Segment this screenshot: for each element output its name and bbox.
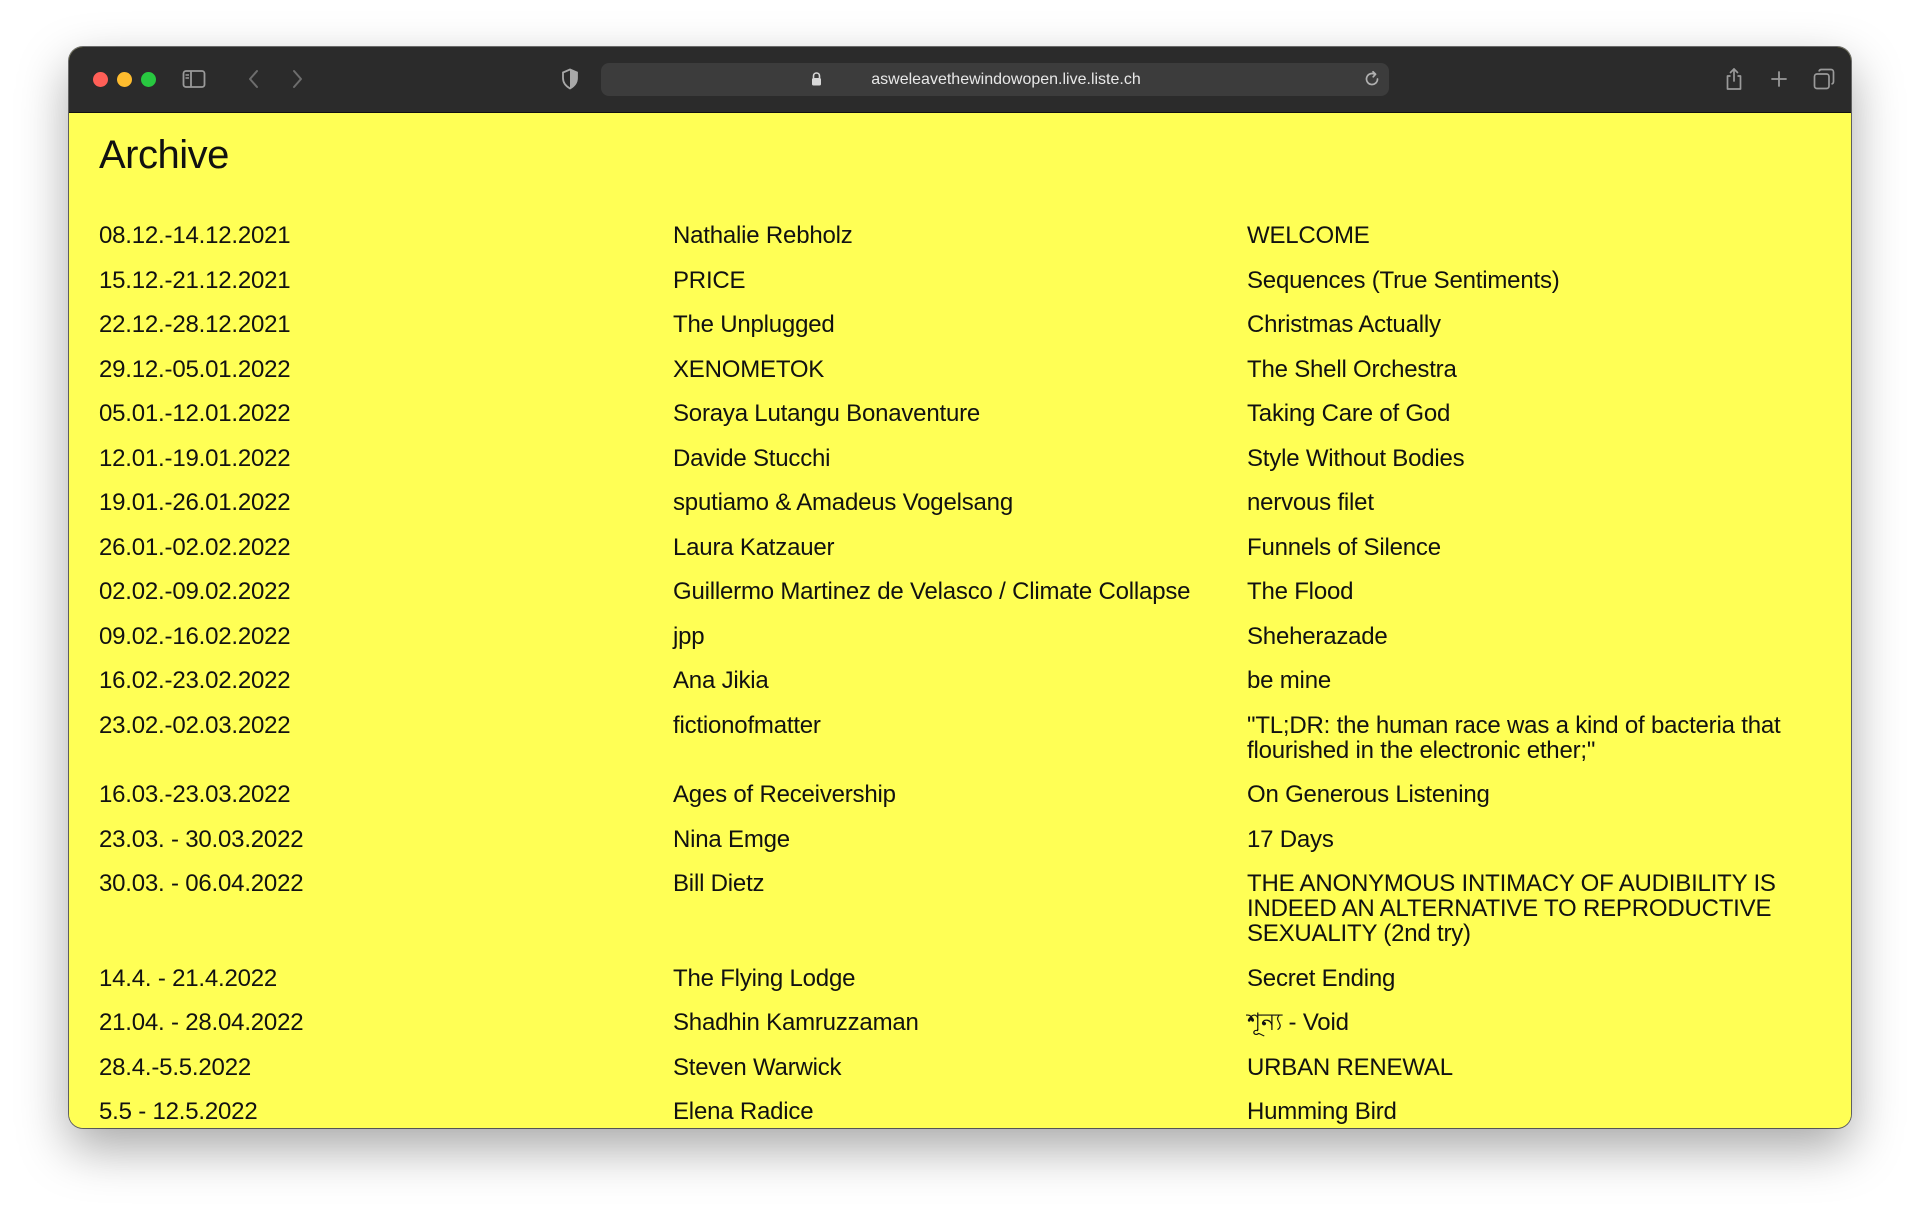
address-bar[interactable] — [601, 63, 1389, 96]
archive-row-artist[interactable]: Guillermo Martinez de Velasco / Climate Collapse — [673, 578, 1191, 605]
archive-row-date: 21.04. - 28.04.2022 — [99, 1009, 304, 1036]
archive-row-title[interactable]: শূন্য - Void — [1247, 1009, 1349, 1036]
archive-row-artist[interactable]: Davide Stucchi — [673, 444, 831, 472]
archive-row[interactable] — [99, 1099, 1819, 1124]
archive-row[interactable] — [99, 579, 1819, 604]
archive-row[interactable] — [99, 1010, 1819, 1035]
archive-row[interactable] — [99, 312, 1819, 337]
sidebar-icon[interactable] — [179, 64, 209, 94]
archive-row-artist[interactable]: The Flying Lodge — [673, 964, 856, 992]
archive-row-artist[interactable]: XENOMETOK — [673, 355, 825, 383]
archive-row[interactable] — [99, 401, 1819, 426]
archive-row-title[interactable]: URBAN RENEWAL — [1247, 1053, 1453, 1081]
archive-row[interactable] — [99, 782, 1819, 807]
archive-row-date: 28.4.-5.5.2022 — [99, 1053, 251, 1081]
archive-row[interactable] — [99, 668, 1819, 693]
archive-row-artist[interactable]: Soraya Lutangu Bonaventure — [673, 400, 981, 427]
archive-row-date: 16.03.-23.03.2022 — [99, 781, 291, 808]
archive-row[interactable] — [99, 535, 1819, 560]
archive-row-title[interactable]: Taking Care of God — [1247, 400, 1451, 427]
archive-row-date: 08.12.-14.12.2021 — [99, 222, 291, 249]
shield-icon[interactable] — [555, 64, 585, 94]
archive-row[interactable] — [99, 827, 1819, 852]
archive-row-artist[interactable]: Bill Dietz — [673, 870, 765, 897]
archive-row-date: 09.02.-16.02.2022 — [99, 622, 291, 650]
archive-row-artist[interactable]: Ages of Receivership — [673, 781, 896, 808]
archive-row-title[interactable]: WELCOME — [1247, 222, 1370, 249]
archive-row-date: 5.5 - 12.5.2022 — [99, 1098, 258, 1125]
archive-row-date: 30.03. - 06.04.2022 — [99, 870, 304, 897]
reload-icon[interactable] — [1363, 70, 1381, 93]
close-window-button[interactable] — [93, 72, 108, 87]
archive-row-artist[interactable]: Steven Warwick — [673, 1053, 842, 1081]
browser-window — [69, 47, 1851, 1128]
archive-row-title[interactable]: Secret Ending — [1247, 964, 1396, 992]
archive-row[interactable] — [99, 357, 1819, 382]
archive-row-artist[interactable]: PRICE — [673, 266, 746, 294]
archive-row-title[interactable]: THE ANONYMOUS INTIMACY OF AUDIBILITY IS INDEED AN ALTERNATIVE TO REPRODUCTIVE SEXUALITY (2nd try) — [1247, 870, 1776, 947]
archive-row[interactable] — [99, 223, 1819, 248]
archive-row-date: 02.02.-09.02.2022 — [99, 578, 291, 605]
archive-row-title[interactable]: nervous filet — [1247, 489, 1374, 516]
archive-row-artist[interactable]: Nathalie Rebholz — [673, 222, 853, 249]
archive-row-title[interactable]: Christmas Actually — [1247, 311, 1441, 338]
archive-row-artist[interactable]: fictionofmatter — [673, 711, 821, 739]
archive-row-artist[interactable]: Elena Radice — [673, 1098, 814, 1125]
archive-row-artist[interactable]: Ana Jikia — [673, 667, 769, 694]
archive-row-artist[interactable]: jpp — [673, 622, 705, 650]
chevron-right-icon[interactable] — [282, 64, 312, 94]
archive-row-title[interactable]: Style Without Bodies — [1247, 444, 1465, 472]
tabs-overview-icon[interactable] — [1809, 64, 1839, 94]
archive-row-date: 15.12.-21.12.2021 — [99, 266, 291, 294]
zoom-window-button[interactable] — [141, 72, 156, 87]
archive-row-title[interactable]: Sequences (True Sentiments) — [1247, 266, 1560, 294]
chevron-left-icon[interactable] — [239, 64, 269, 94]
archive-row-date: 23.03. - 30.03.2022 — [99, 825, 304, 853]
page-content — [69, 113, 1851, 1128]
archive-row-date: 14.4. - 21.4.2022 — [99, 964, 278, 992]
archive-row[interactable] — [99, 268, 1819, 293]
archive-row[interactable] — [99, 871, 1819, 946]
archive-row-date: 23.02.-02.03.2022 — [99, 711, 291, 739]
archive-row-date: 12.01.-19.01.2022 — [99, 444, 291, 472]
archive-row-artist[interactable]: Laura Katzauer — [673, 533, 835, 561]
archive-row-date: 05.01.-12.01.2022 — [99, 400, 291, 427]
plus-icon[interactable] — [1764, 64, 1794, 94]
archive-row-title[interactable]: Sheherazade — [1247, 622, 1388, 650]
archive-row-title[interactable]: be mine — [1247, 667, 1331, 694]
archive-row-date: 19.01.-26.01.2022 — [99, 489, 291, 516]
archive-row[interactable] — [99, 713, 1819, 763]
archive-row-title[interactable]: Humming Bird — [1247, 1098, 1397, 1125]
archive-row-date: 29.12.-05.01.2022 — [99, 355, 291, 383]
archive-row-title[interactable]: "TL;DR: the human race was a kind of bacteria that flourished in the electronic ether;" — [1247, 711, 1781, 764]
archive-row-title[interactable]: Funnels of Silence — [1247, 533, 1441, 561]
archive-row[interactable] — [99, 624, 1819, 649]
archive-row-date: 22.12.-28.12.2021 — [99, 311, 291, 338]
share-icon[interactable] — [1719, 64, 1749, 94]
page-title: Archive — [99, 133, 229, 177]
archive-row[interactable] — [99, 490, 1819, 515]
archive-row-artist[interactable]: Nina Emge — [673, 825, 790, 853]
archive-row-title[interactable]: The Shell Orchestra — [1247, 355, 1457, 383]
archive-row-artist[interactable]: sputiamo & Amadeus Vogelsang — [673, 489, 1013, 516]
browser-toolbar — [69, 47, 1851, 113]
archive-row[interactable] — [99, 446, 1819, 471]
archive-row-title[interactable]: The Flood — [1247, 578, 1354, 605]
archive-row-title[interactable]: On Generous Listening — [1247, 781, 1490, 808]
minimize-window-button[interactable] — [117, 72, 132, 87]
archive-row-artist[interactable]: Shadhin Kamruzzaman — [673, 1009, 919, 1036]
archive-row-title[interactable]: 17 Days — [1247, 825, 1334, 853]
archive-row-date: 26.01.-02.02.2022 — [99, 533, 291, 561]
archive-row[interactable] — [99, 1055, 1819, 1080]
url-text[interactable]: asweleavethewindowopen.live.liste.ch — [871, 70, 1141, 88]
archive-row[interactable] — [99, 966, 1819, 991]
archive-list — [99, 223, 1819, 1128]
archive-row-artist[interactable]: The Unplugged — [673, 311, 835, 338]
archive-row-date: 16.02.-23.02.2022 — [99, 667, 291, 694]
